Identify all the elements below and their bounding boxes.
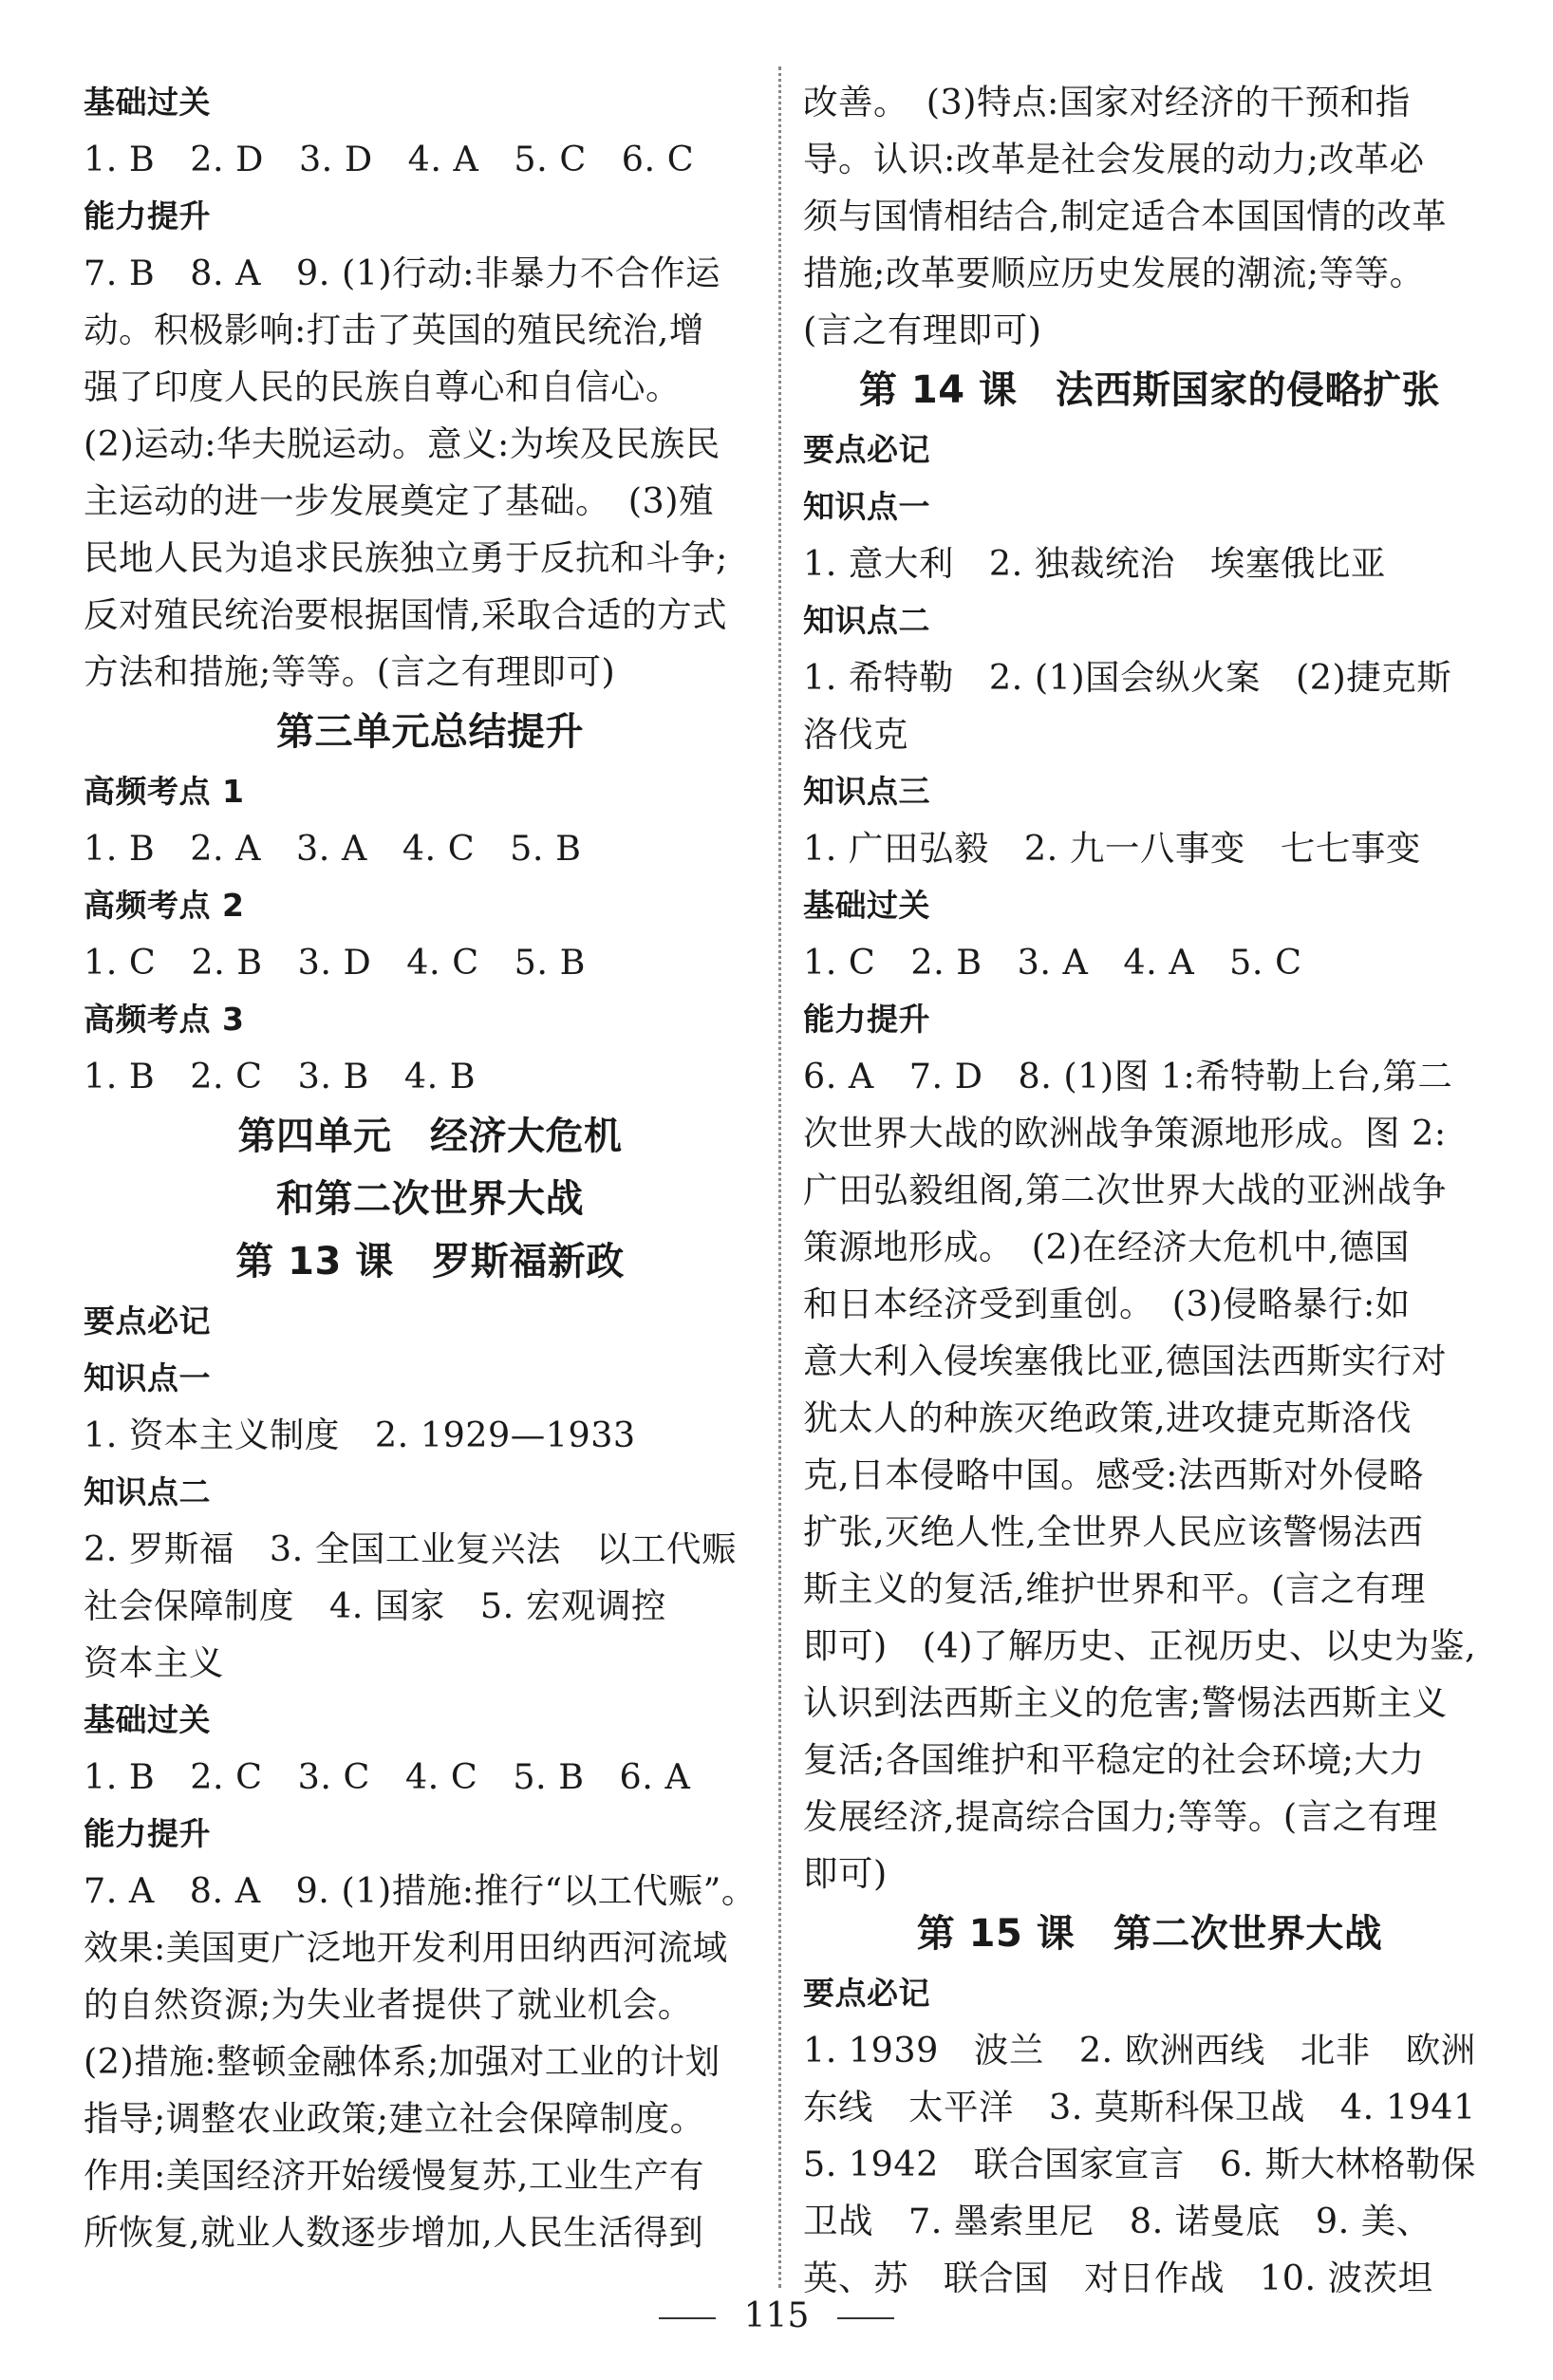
answer-line: 东线 太平洋 3. 莫斯科保卫战 4. 1941 [803, 2087, 1476, 2127]
section-heading: 高频考点 3 [84, 1001, 245, 1038]
section-heading: 能力提升 [84, 197, 211, 234]
section-heading: 高频考点 2 [84, 887, 245, 924]
answer-line: (2)措施:整顿金融体系;加强对工业的计划 [84, 2041, 720, 2082]
section-heading: 知识点二 [803, 602, 930, 639]
section-heading: 能力提升 [803, 1001, 930, 1038]
answer-line: 1. B 2. C 3. B 4. B [84, 1056, 477, 1096]
footer-dash-left [659, 2317, 716, 2319]
answer-line: 导。认识:改革是社会发展的动力;改革必 [803, 139, 1425, 179]
answer-line: 即可) [803, 1853, 888, 1894]
answer-line: 即可) (4)了解历史、正视历史、以史为鉴, [803, 1625, 1477, 1666]
answer-line: 措施;改革要顺应历史发展的潮流;等等。 [803, 253, 1425, 293]
answer-line: (言之有理即可) [803, 309, 1042, 350]
answer-line: 动。积极影响:打击了英国的殖民统治,增 [84, 309, 704, 350]
answer-line: 1. B 2. C 3. C 4. C 5. B 6. A [84, 1756, 691, 1797]
answer-line: (2)运动:华夫脱运动。意义:为埃及民族民 [84, 423, 720, 464]
section-heading: 能力提升 [84, 1815, 211, 1852]
answer-line: 意大利入侵埃塞俄比亚,德国法西斯实行对 [803, 1340, 1448, 1381]
answer-line: 斯主义的复活,维护世界和平。(言之有理 [803, 1568, 1426, 1609]
lesson-title: 和第二次世界大战 [276, 1177, 584, 1221]
section-heading: 要点必记 [84, 1302, 211, 1340]
answer-line: 1. 意大利 2. 独裁统治 埃塞俄比亚 [803, 543, 1386, 584]
section-heading: 知识点三 [803, 773, 930, 810]
answer-line: 1. B 2. A 3. A 4. C 5. B [84, 828, 582, 869]
answer-line: 强了印度人民的民族自尊心和自信心。 [84, 366, 681, 407]
answer-line: 改善。 (3)特点:国家对经济的干预和指 [803, 82, 1411, 122]
answer-line: 英、苏 联合国 对日作战 10. 波茨坦 [803, 2258, 1433, 2298]
answer-line: 民地人民为追求民族独立勇于反抗和斗争; [84, 537, 728, 578]
section-heading: 基础过关 [803, 887, 930, 924]
answer-line: 反对殖民统治要根据国情,采取合适的方式 [84, 594, 728, 635]
answer-line: 7. B 8. A 9. (1)行动:非暴力不合作运 [84, 253, 720, 293]
answer-line: 1. C 2. B 3. A 4. A 5. C [803, 942, 1302, 983]
answer-line: 指导;调整农业政策;建立社会保障制度。 [84, 2098, 705, 2139]
lesson-title: 第 13 课 罗斯福新政 [235, 1240, 625, 1284]
answer-line: 作用:美国经济开始缓慢复苏,工业生产有 [84, 2155, 704, 2196]
answer-line: 资本主义 [84, 1642, 224, 1683]
answer-line: 6. A 7. D 8. (1)图 1:希特勒上台,第二 [803, 1056, 1453, 1096]
section-heading: 基础过关 [84, 84, 211, 121]
answer-line: 所恢复,就业人数逐步增加,人民生活得到 [84, 2212, 704, 2253]
answer-line: 1. B 2. D 3. D 4. A 5. C 6. C [84, 139, 695, 179]
answer-line: 复活;各国维护和平稳定的社会环境;大力 [803, 1739, 1425, 1780]
answer-line: 效果:美国更广泛地开发利用田纳西河流域 [84, 1927, 728, 1968]
lesson-title: 第 14 课 法西斯国家的侵略扩张 [858, 368, 1440, 412]
section-heading: 高频考点 1 [84, 773, 245, 810]
answer-line: 1. C 2. B 3. D 4. C 5. B [84, 942, 586, 983]
answer-line: 1. 希特勒 2. (1)国会纵火案 (2)捷克斯 [803, 657, 1452, 698]
answer-line: 扩张,灭绝人性,全世界人民应该警惕法西 [803, 1511, 1424, 1552]
left-column [84, 74, 776, 2261]
lesson-title: 第四单元 经济大危机 [237, 1115, 623, 1158]
answer-line: 卫战 7. 墨索里尼 8. 诺曼底 9. 美、 [803, 2201, 1431, 2241]
answer-line: 犹太人的种族灭绝政策,进攻捷克斯洛伐 [803, 1397, 1413, 1438]
answer-line: 社会保障制度 4. 国家 5. 宏观调控 [84, 1585, 666, 1626]
answer-line: 5. 1942 联合国家宣言 6. 斯大林格勒保 [803, 2144, 1476, 2184]
footer-dash-right [837, 2317, 894, 2319]
answer-line: 7. A 8. A 9. (1)措施:推行“以工代赈”。 [84, 1870, 757, 1911]
answer-line: 克,日本侵略中国。感受:法西斯对外侵略 [803, 1454, 1424, 1495]
lesson-title: 第 15 课 第二次世界大战 [916, 1912, 1383, 1956]
section-heading: 基础过关 [84, 1701, 211, 1738]
answer-line: 主运动的进一步发展奠定了基础。 (3)殖 [84, 480, 714, 521]
right-column [803, 74, 1496, 2307]
answer-line: 发展经济,提高综合国力;等等。(言之有理 [803, 1796, 1438, 1837]
answer-line: 1. 1939 波兰 2. 欧洲西线 北非 欧洲 [803, 2030, 1476, 2071]
section-heading: 要点必记 [803, 431, 930, 468]
page-number: 115 [743, 2296, 810, 2335]
answer-line: 洛伐克 [803, 714, 908, 755]
section-heading: 要点必记 [803, 1975, 930, 2012]
answer-line: 1. 广田弘毅 2. 九一八事变 七七事变 [803, 828, 1421, 869]
answer-line: 2. 罗斯福 3. 全国工业复兴法 以工代赈 [84, 1528, 737, 1569]
section-heading: 知识点二 [84, 1473, 211, 1510]
answer-line: 广田弘毅组阁,第二次世界大战的亚洲战争 [803, 1170, 1448, 1210]
answer-line: 认识到法西斯主义的危害;警惕法西斯主义 [803, 1682, 1448, 1723]
section-heading: 知识点一 [803, 488, 930, 525]
answer-line: 须与国情相结合,制定适合本国国情的改革 [803, 196, 1448, 236]
lesson-title: 第三单元总结提升 [276, 710, 584, 754]
answer-line: 策源地形成。 (2)在经济大危机中,德国 [803, 1227, 1411, 1267]
answer-line: 的自然资源;为失业者提供了就业机会。 [84, 1984, 693, 2025]
page-footer [0, 2293, 1553, 2340]
section-heading: 知识点一 [84, 1359, 211, 1396]
column-divider [778, 66, 781, 2288]
answer-line: 和日本经济受到重创。 (3)侵略暴行:如 [803, 1284, 1411, 1324]
answer-line: 方法和措施;等等。(言之有理即可) [84, 651, 616, 692]
answer-line: 次世界大战的欧洲战争策源地形成。图 2: [803, 1113, 1447, 1153]
answer-line: 1. 资本主义制度 2. 1929—1933 [84, 1415, 636, 1455]
